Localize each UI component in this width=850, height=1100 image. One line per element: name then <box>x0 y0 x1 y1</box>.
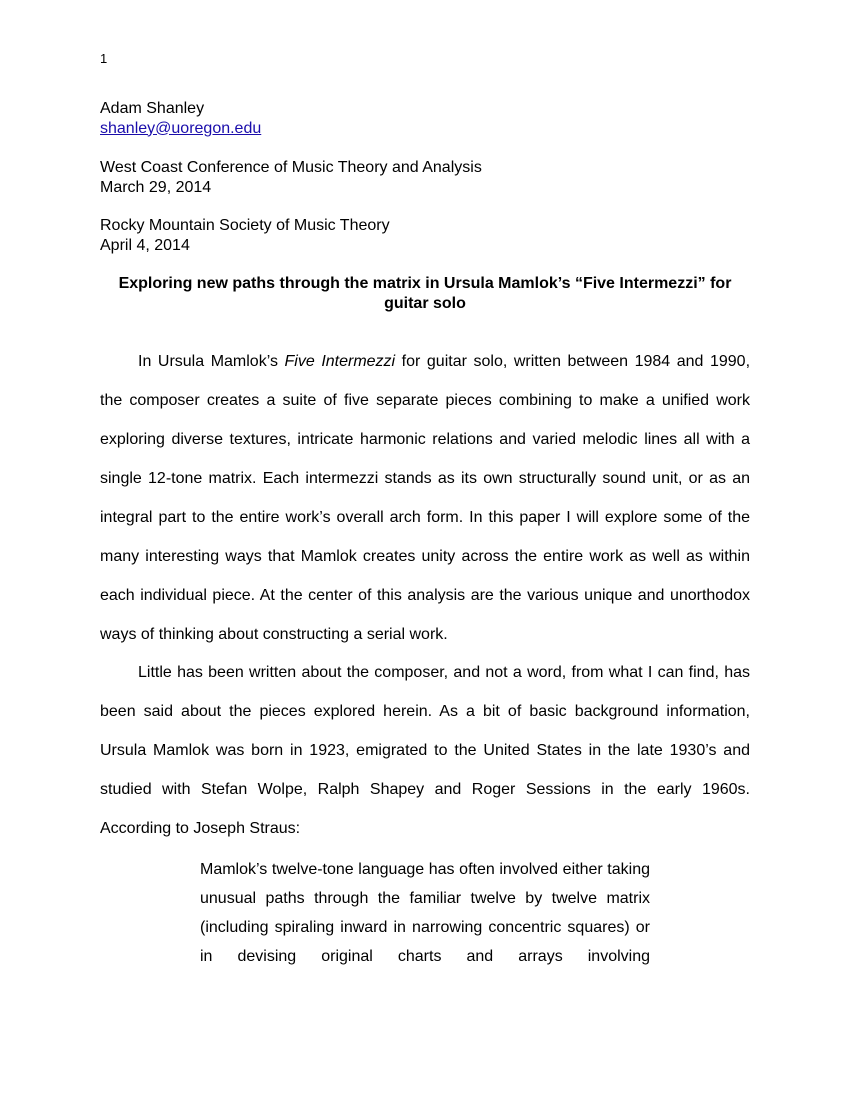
presentation-block-1 <box>100 158 750 197</box>
author-email-link[interactable]: shanley@uoregon.edu <box>100 119 262 137</box>
paragraph-text: for guitar solo, written between 1984 and 1990, the composer creates a suite of five separate pieces combining to make a unified work exploring diverse textures, intricate harmonic relations and varied melodic lines all with a single 12-tone matrix. Each intermezzi stands as its own structurally sound unit, or as an integral part to the entire work’s overall arch form. In this paper I will explore some of the many interesting ways that Mamlok creates unity across the entire work as well as within each individual piece. At the center of this analysis are the various unique and unorthodox ways of thinking about constructing a serial work. <box>100 353 751 643</box>
author-block <box>100 99 750 138</box>
paragraph-text: Little has been written about the composer, and not a word, from what I can find, has been said about the pieces explored herein. As a bit of basic background information, Ursula Mamlok was born in 1923, emigrated to the United States in the late 1930’s and studied with Stefan Wolpe, Ralph Shapey and Roger Sessions in the early 1960s. According to Joseph Straus: <box>100 664 750 837</box>
work-title: Five Intermezzi <box>284 353 396 370</box>
author-name: Adam Shanley <box>100 100 205 117</box>
body-paragraph-2 <box>100 653 750 848</box>
body-paragraph-1 <box>100 342 750 654</box>
paper-title: Exploring new paths through the matrix in Ursula Mamlok’s “Five Intermezzi” for guitar solo <box>118 275 732 312</box>
block-quote: Mamlok’s twelve-tone language has often involved either taking unusual paths through the familiar twelve by twelve matrix (including spiraling inward in narrowing concentric squares) or in devising original charts and arrays involving <box>200 861 650 965</box>
page-number: 1 <box>100 51 108 66</box>
presentation-date: March 29, 2014 <box>100 178 212 196</box>
paragraph-lead: In Ursula Mamlok’s <box>138 353 285 370</box>
presentation-block-2 <box>100 216 750 255</box>
presentation-date: April 4, 2014 <box>100 236 190 254</box>
presentation-venue: West Coast Conference of Music Theory and Analysis <box>100 159 482 176</box>
presentation-venue: Rocky Mountain Society of Music Theory <box>100 217 390 234</box>
